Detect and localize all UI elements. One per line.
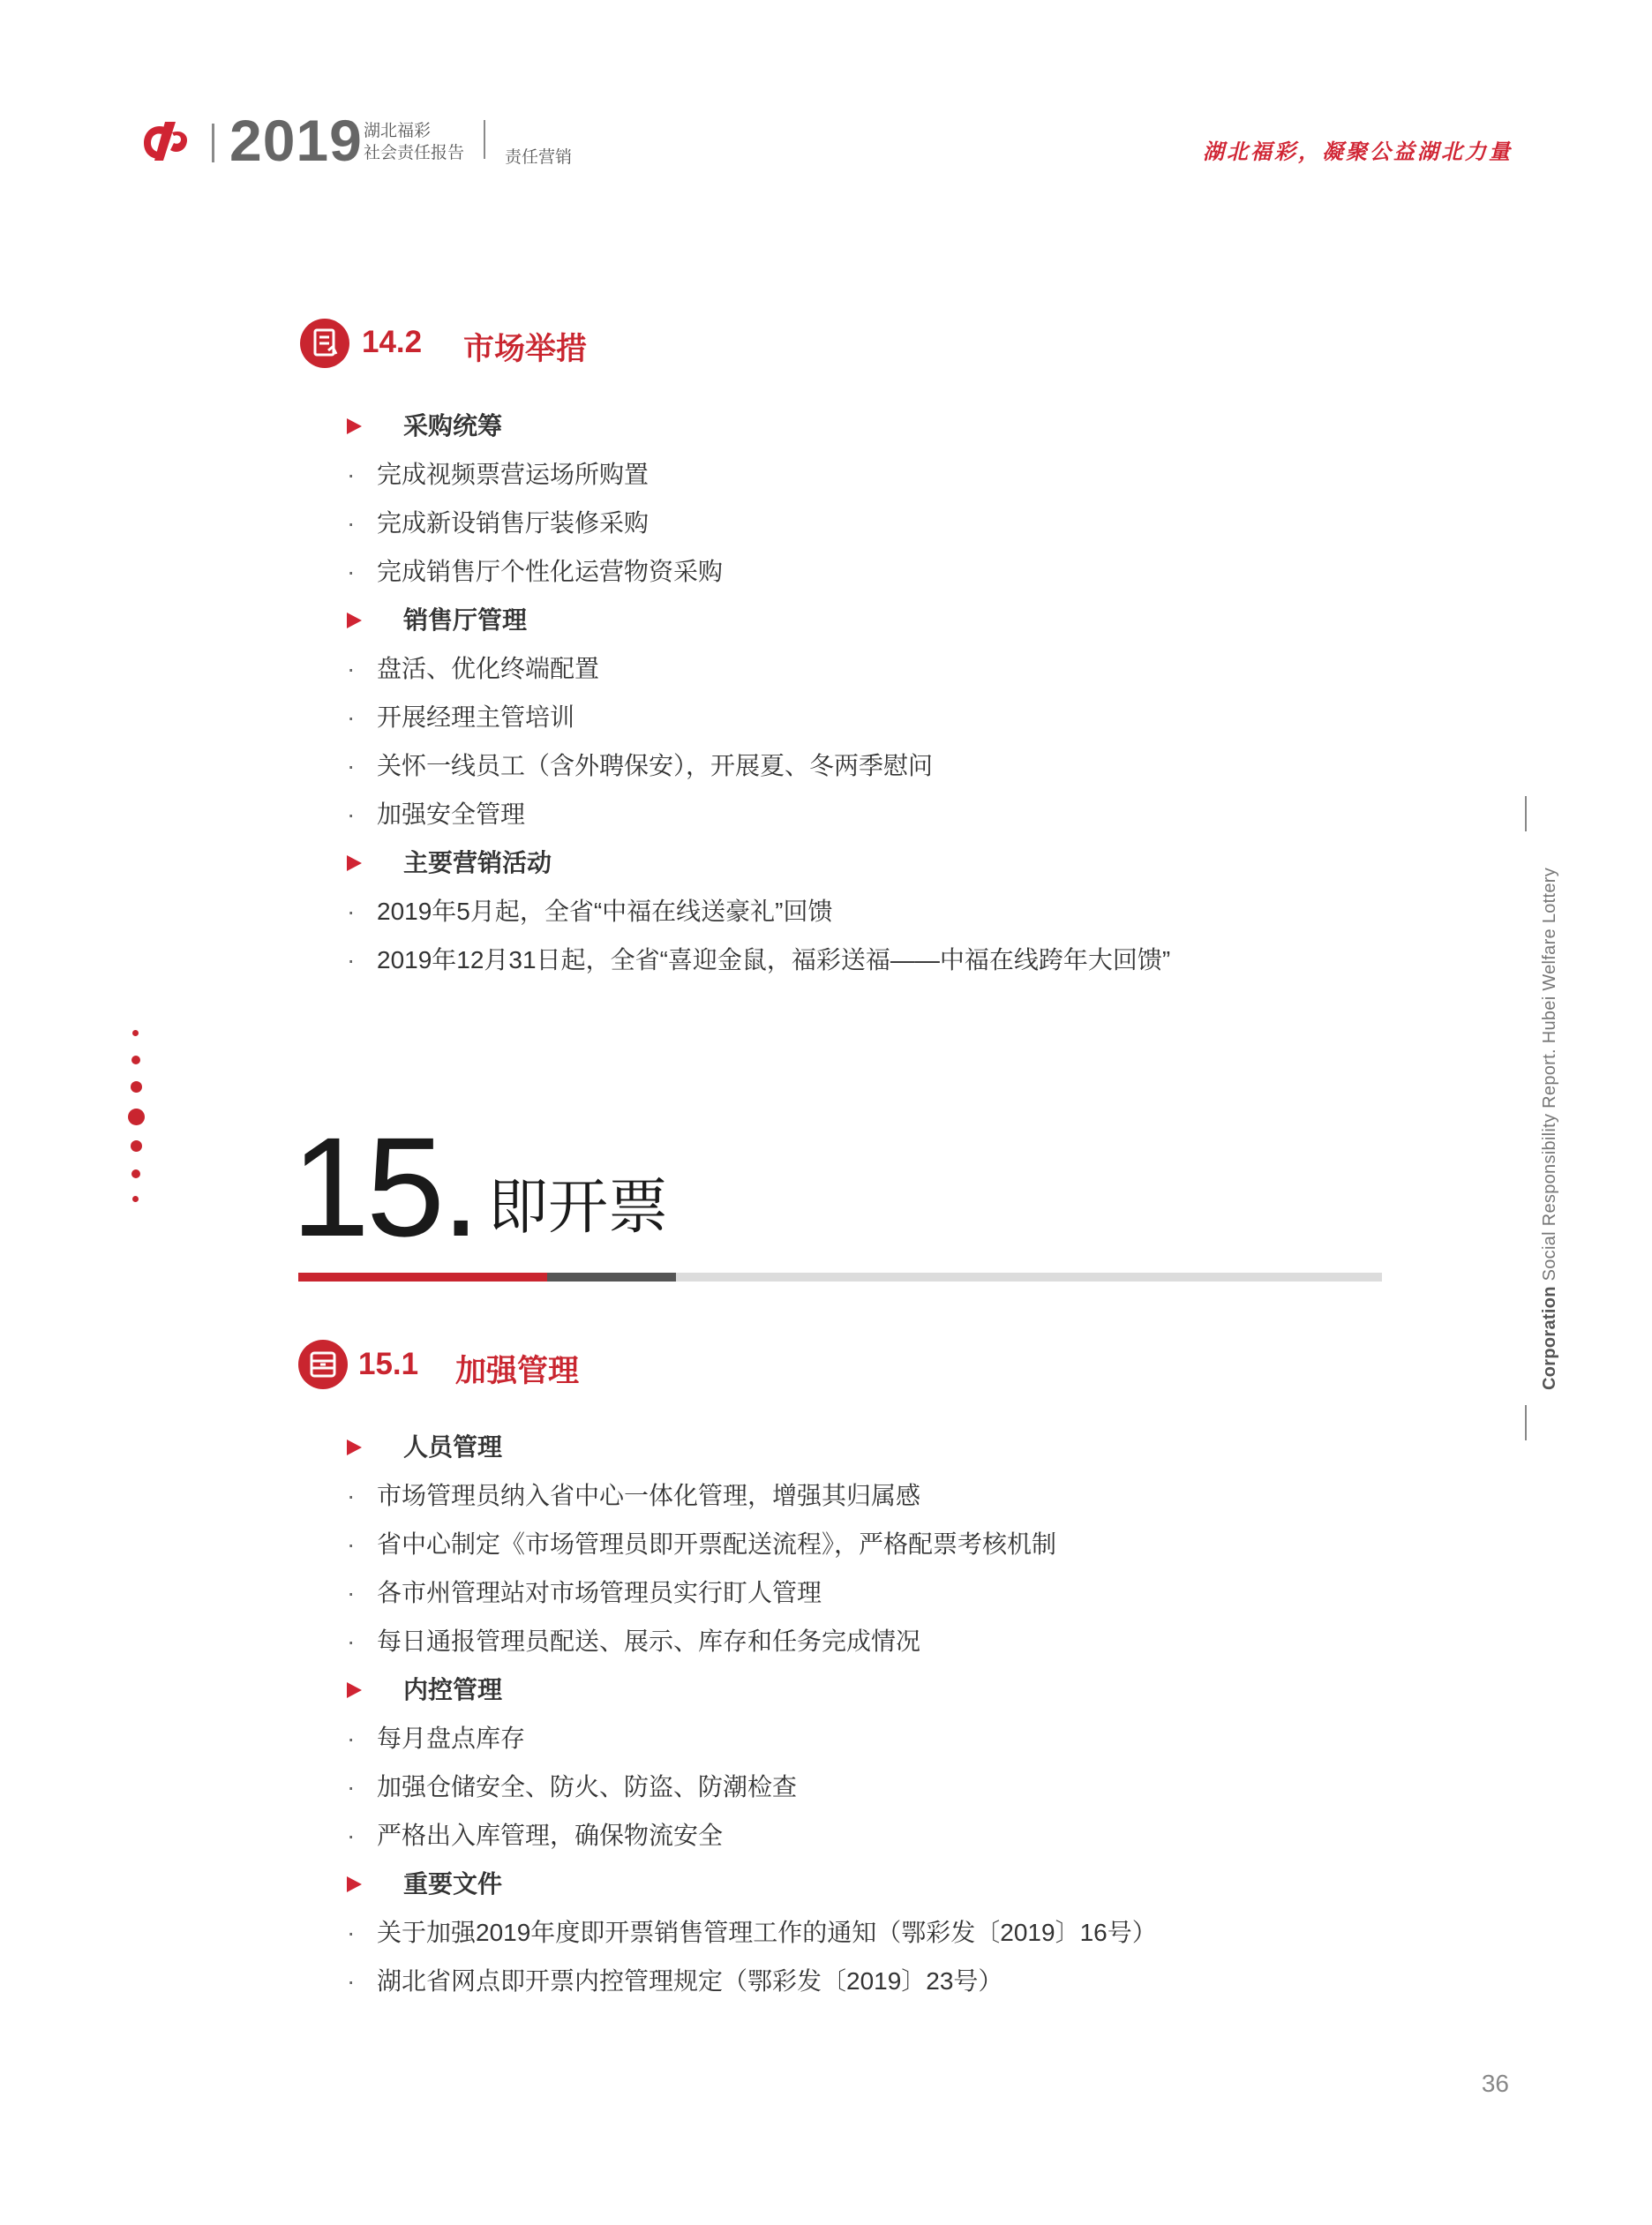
triangle-bullet-icon bbox=[347, 613, 362, 628]
bullet-dot: · bbox=[347, 1919, 356, 1946]
list-item-text: 2019年12月31日起，全省“喜迎金鼠，福彩送福——中福在线跨年大回馈” bbox=[377, 946, 1171, 973]
side-divider-top bbox=[1525, 796, 1527, 831]
side-divider-bottom bbox=[1525, 1405, 1527, 1440]
bullet-dot: · bbox=[347, 1579, 356, 1606]
subsection-label: 主要营销活动 bbox=[403, 849, 552, 876]
bullet-dot: · bbox=[347, 1482, 356, 1509]
subsection-label: 内控管理 bbox=[403, 1676, 503, 1703]
decorative-dot bbox=[131, 1081, 142, 1093]
subsection-label: 销售厅管理 bbox=[403, 606, 528, 634]
bullet-dot: · bbox=[347, 655, 356, 682]
decorative-dot bbox=[131, 1140, 142, 1152]
section-title: 市场举措 bbox=[463, 332, 588, 366]
list-item-text: 完成视频票营运场所购置 bbox=[377, 461, 650, 488]
list-item-text: 加强安全管理 bbox=[377, 801, 526, 828]
report-name-line2: 社会责任报告 bbox=[364, 144, 465, 162]
list-item-text: 每月盘点库存 bbox=[377, 1725, 526, 1752]
bullet-dot: · bbox=[347, 1627, 356, 1655]
list-item-text: 开展经理主管培训 bbox=[377, 703, 575, 731]
bullet-dot: · bbox=[347, 461, 356, 488]
section-tag: 责任营销 bbox=[505, 148, 573, 167]
chapter-number: 15. bbox=[291, 1108, 477, 1266]
list-item-text: 完成新设销售厅装修采购 bbox=[377, 509, 650, 537]
side-report-title-rest: Social Responsibility Report. Hubei Welfare Lottery bbox=[1540, 867, 1559, 1282]
section-number: 15.1 bbox=[358, 1347, 419, 1381]
section-number: 14.2 bbox=[362, 325, 423, 359]
report-name-line1: 湖北福彩 bbox=[364, 122, 432, 140]
triangle-bullet-icon bbox=[347, 1876, 362, 1892]
section-title: 加强管理 bbox=[455, 1354, 580, 1388]
list-item-text: 各市州管理站对市场管理员实行盯人管理 bbox=[377, 1579, 822, 1606]
list-item-text: 严格出入库管理，确保物流安全 bbox=[377, 1822, 724, 1849]
decorative-dot bbox=[131, 1056, 140, 1064]
list-item-text: 湖北省网点即开票内控管理规定（鄂彩发〔2019〕23号） bbox=[377, 1967, 1003, 1995]
list-item-text: 市场管理员纳入省中心一体化管理，增强其归属感 bbox=[377, 1482, 921, 1509]
list-item-text: 盘活、优化终端配置 bbox=[377, 655, 600, 682]
subsection-label: 采购统筹 bbox=[403, 412, 503, 440]
chapter-underline-red bbox=[298, 1273, 547, 1282]
triangle-bullet-icon bbox=[347, 418, 362, 434]
bullet-dot: · bbox=[347, 898, 356, 925]
list-item-text: 关于加强2019年度即开票销售管理工作的通知（鄂彩发〔2019〕16号） bbox=[377, 1919, 1157, 1946]
bullet-dot: · bbox=[347, 703, 356, 731]
bullet-dot: · bbox=[347, 1725, 356, 1752]
list-item-text: 加强仓储安全、防火、防盗、防潮检查 bbox=[377, 1773, 798, 1800]
bullet-dot: · bbox=[347, 509, 356, 537]
triangle-bullet-icon bbox=[347, 1682, 362, 1698]
bullet-dot: · bbox=[347, 1967, 356, 1995]
list-item-text: 2019年5月起，全省“中福在线送豪礼”回馈 bbox=[377, 898, 833, 925]
decorative-dot bbox=[132, 1030, 139, 1036]
chapter-underline-dark bbox=[547, 1273, 676, 1282]
decorative-dot bbox=[132, 1196, 139, 1202]
page-number: 36 bbox=[1481, 2070, 1509, 2097]
chapter-underline-grey bbox=[676, 1273, 1382, 1282]
decorative-dot bbox=[128, 1109, 145, 1125]
triangle-bullet-icon bbox=[347, 855, 362, 871]
side-report-title-bold: Corporation bbox=[1540, 1286, 1559, 1390]
bullet-dot: · bbox=[347, 1773, 356, 1800]
header-divider bbox=[212, 124, 214, 162]
bullet-dot: · bbox=[347, 752, 356, 779]
bullet-dot: · bbox=[347, 946, 356, 973]
bullet-dot: · bbox=[347, 1530, 356, 1558]
subsection-label: 人员管理 bbox=[403, 1433, 503, 1461]
list-item-text: 每日通报管理员配送、展示、库存和任务完成情况 bbox=[377, 1627, 921, 1655]
side-report-title bbox=[1540, 868, 1560, 1390]
bullet-dot: · bbox=[347, 801, 356, 828]
list-item-text: 关怀一线员工（含外聘保安），开展夏、冬两季慰问 bbox=[377, 752, 934, 779]
decorative-dot bbox=[131, 1169, 140, 1178]
bullet-dot: · bbox=[347, 1822, 356, 1849]
report-year: 2019 bbox=[229, 108, 363, 173]
subsection-label: 重要文件 bbox=[403, 1870, 503, 1898]
welfare-lottery-logo bbox=[137, 117, 191, 164]
triangle-bullet-icon bbox=[347, 1439, 362, 1455]
list-item-text: 省中心制定《市场管理员即开票配送流程》，严格配票考核机制 bbox=[377, 1530, 1057, 1558]
slogan: 湖北福彩，凝聚公益湖北力量 bbox=[1203, 139, 1513, 164]
bullet-dot: · bbox=[347, 558, 356, 585]
list-item-text: 完成销售厅个性化运营物资采购 bbox=[377, 558, 724, 585]
header-divider bbox=[484, 120, 485, 159]
chapter-title: 即开票 bbox=[488, 1174, 669, 1241]
document-icon bbox=[300, 319, 349, 368]
cabinet-icon bbox=[298, 1340, 348, 1389]
